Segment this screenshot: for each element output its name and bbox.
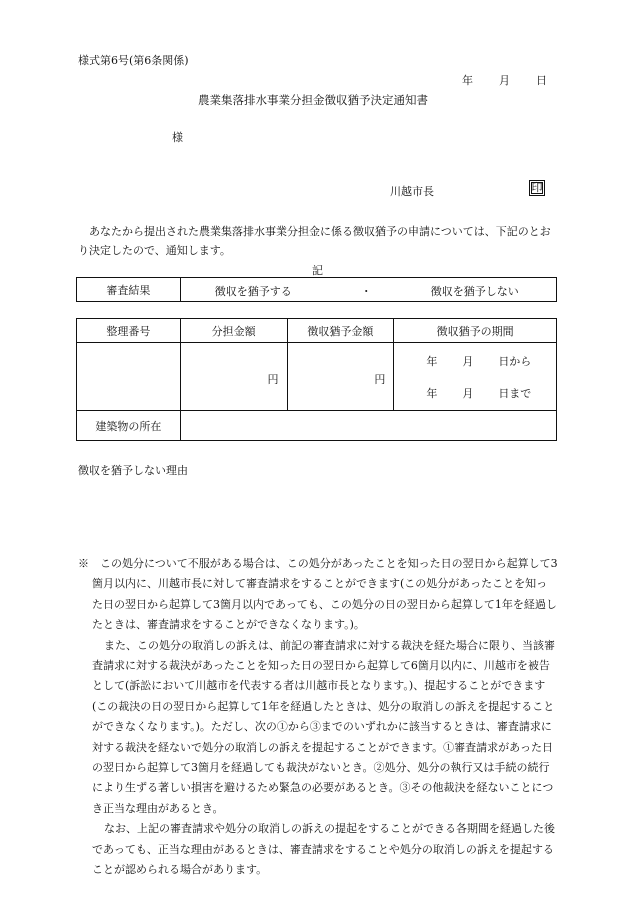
appeal-notice xyxy=(78,554,558,881)
document-title: 農業集落排水事業分担金徴収猶予決定通知書 xyxy=(198,93,428,107)
yen-unit: 円 xyxy=(374,373,386,386)
review-result-table xyxy=(76,277,557,302)
seal-mark: 印 xyxy=(529,180,545,196)
option-deny: 徴収を猶予しない xyxy=(430,285,519,298)
recipient-suffix: 様 xyxy=(172,131,183,144)
header-deferred-amount: 徴収猶予金額 xyxy=(287,319,394,343)
period-to-month: 月 xyxy=(462,387,474,400)
period-from-month: 月 xyxy=(462,355,474,368)
header-deferral-period: 徴収猶予の期間 xyxy=(394,319,557,343)
option-grant: 徴収を猶予する xyxy=(214,285,292,298)
notice-paragraph-1: ※ この処分について不服がある場合は、この処分があったことを知った日の翌日から起算して3箇月以内に、川越市長に対して審査請求をすることができます(この処分があったことを知った日の翌日から起算して3箇月以内であっても、この処分の日の翌日から起算して1年を経過したときは、審査請求をすることができなくなります。)。 xyxy=(78,557,558,632)
period-to-suffix: 日まで xyxy=(498,387,532,400)
option-separator: ・ xyxy=(360,285,372,298)
cell-charge-amount xyxy=(180,343,287,411)
cell-reference-number xyxy=(77,343,181,411)
notice-mark: ※ xyxy=(78,557,89,570)
notice-paragraph-3: なお、上記の審査請求や処分の取消しの訴えの提起をすることができる各期間を経過した後であっても、正当な理由があるときは、審査請求をすることや処分の取消しの訴えを提起することが認められる場合があります。 xyxy=(92,822,555,877)
period-from-year: 年 xyxy=(426,355,438,368)
location-value xyxy=(180,411,556,441)
cell-deferral-period xyxy=(394,343,557,411)
detail-table xyxy=(76,318,557,441)
yen-unit: 円 xyxy=(267,373,279,386)
notice-paragraph-2: また、この処分の取消しの訴えは、前記の審査請求に対する裁決を経た場合に限り、当該審査請求に対する裁決があったことを知った日の翌日から起算して6箇月以内に、川越市を被告として(訴訟において川越市を代表する者は川越市長となります。)、提起することができます(この裁決の日の翌日から起算して1年を経過したときは、処分の取消しの訴えを提起することができなくなります。)。ただし、次の①から③までのいずれかに該当するときは、審査請求に対する裁決を経ないで処分の取消しの訴えを提起することができます。①審査請求があった日の翌日から起算して3箇月を経過しても裁決がないとき。②処分、処分の執行又は手続の続行により生ずる著しい損害を避けるため緊急の必要があるとき。③その他裁決を経ないことにつき正当な理由があるとき。 xyxy=(92,638,555,815)
ki-heading: 記 xyxy=(312,264,323,277)
date-month: 月 xyxy=(499,74,510,87)
issuer-name: 川越市長 xyxy=(390,185,434,198)
date-day: 日 xyxy=(536,74,547,87)
review-options xyxy=(180,278,556,302)
period-from-suffix: 日から xyxy=(498,355,532,368)
header-reference-number: 整理番号 xyxy=(77,319,181,343)
period-to-year: 年 xyxy=(426,387,438,400)
intro-text: あなたから提出された農業集落排水事業分担金に係る徴収猶予の申請については、下記のとおり決定したので、通知します。 xyxy=(78,225,551,257)
cell-deferred-amount xyxy=(287,343,394,411)
location-label: 建築物の所在 xyxy=(77,411,181,441)
review-label: 審査結果 xyxy=(77,278,181,302)
date-year: 年 xyxy=(462,74,473,87)
deny-reason-label: 徴収を猶予しない理由 xyxy=(78,464,188,477)
form-number: 様式第6号(第6条関係) xyxy=(78,54,189,67)
header-charge-amount: 分担金額 xyxy=(180,319,287,343)
